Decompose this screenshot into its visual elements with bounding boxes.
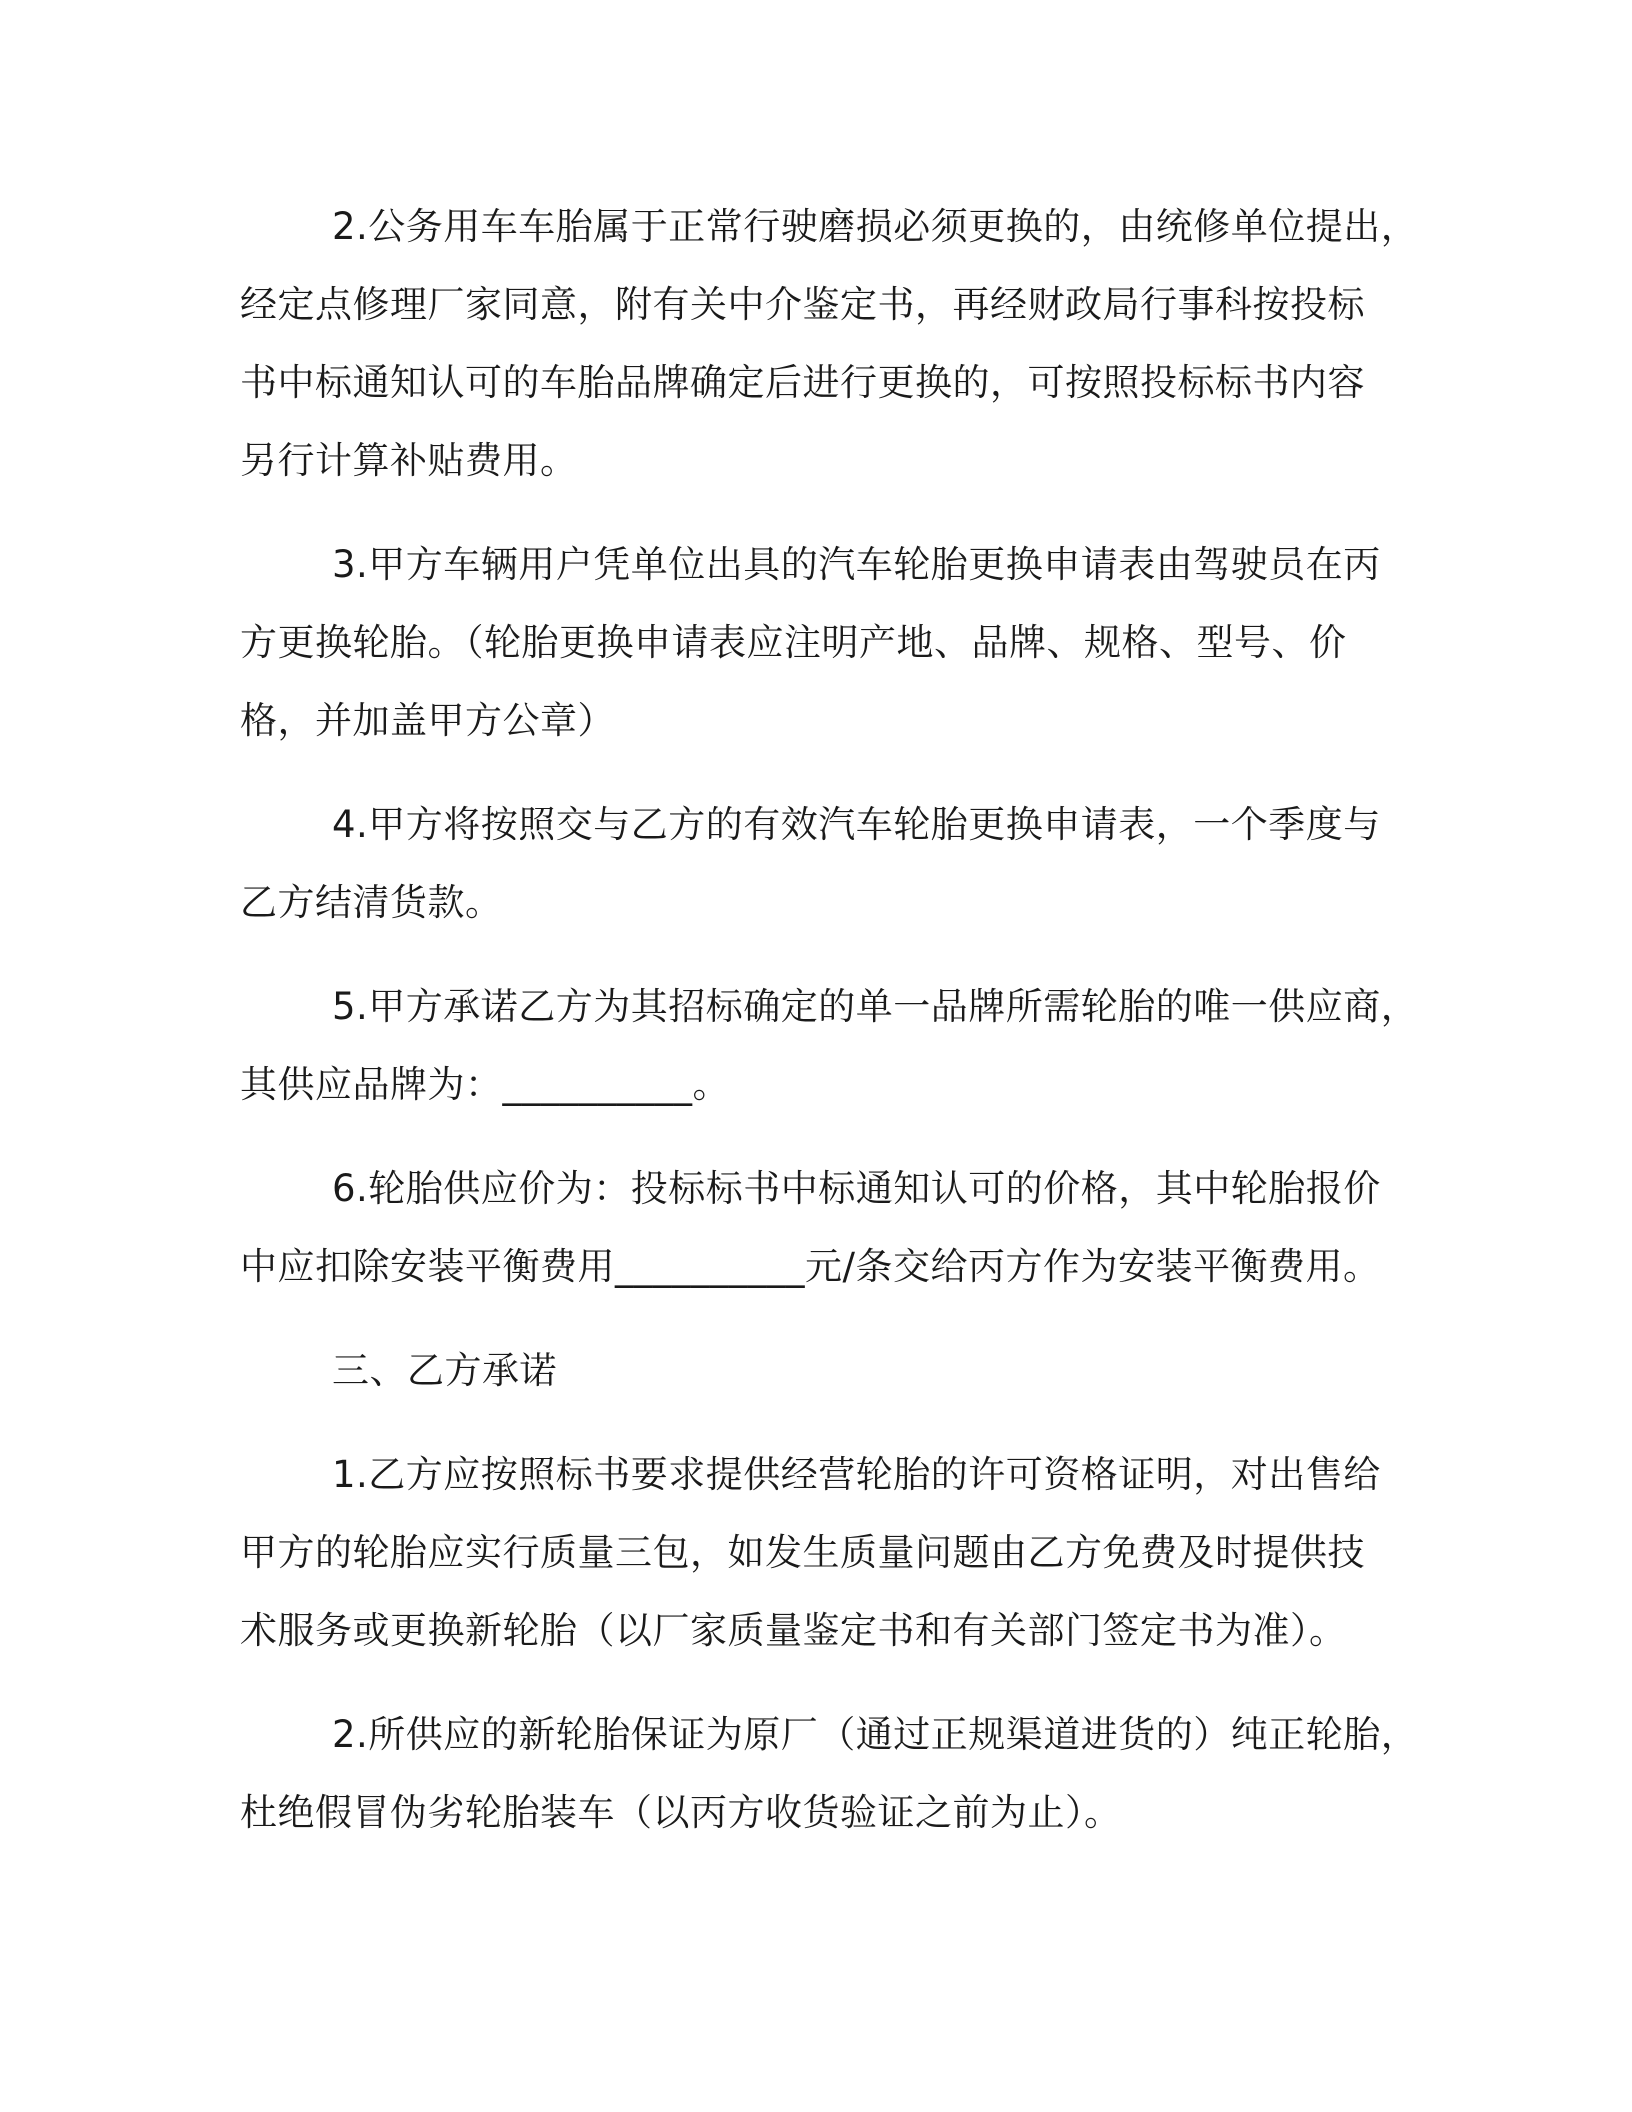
text-line: 另行计算补贴费用。 — [240, 439, 578, 482]
document-body — [240, 188, 1420, 1878]
text-line: 2.公务用车车胎属于正常行驶磨损必须更换的，由统修单位提出， — [332, 205, 1419, 248]
text-line: 甲方的轮胎应实行质量三包，如发生质量问题由乙方免费及时提供技 — [240, 1531, 1365, 1574]
text-line: 杜绝假冒伪劣轮胎装车（以丙方收货验证之前为止）。 — [240, 1791, 1122, 1834]
text-line: 乙方结清货款。 — [240, 881, 503, 924]
text-line: 2.所供应的新轮胎保证为原厂（通过正规渠道进货的）纯正轮胎， — [332, 1713, 1419, 1756]
text-line: 1.乙方应按照标书要求提供经营轮胎的许可资格证明，对出售给 — [332, 1453, 1381, 1496]
paragraph-application-form — [240, 526, 1420, 760]
text-line: 3.甲方车辆用户凭单位出具的汽车轮胎更换申请表由驾驶员在丙 — [332, 543, 1381, 586]
text-line: 其供应品牌为：__________。 — [240, 1063, 730, 1106]
text-line: 经定点修理厂家同意，附有关中介鉴定书，再经财政局行事科按投标 — [240, 283, 1365, 326]
section-heading — [240, 1332, 1420, 1410]
text-line: 5.甲方承诺乙方为其招标确定的单一品牌所需轮胎的唯一供应商， — [332, 985, 1419, 1028]
paragraph-tire-replacement — [240, 188, 1420, 500]
text-line: 书中标通知认可的车胎品牌确定后进行更换的，可按照投标标书内容 — [240, 361, 1365, 404]
paragraph-price — [240, 1150, 1420, 1306]
text-line: 术服务或更换新轮胎（以厂家质量鉴定书和有关部门签定书为准）。 — [240, 1609, 1347, 1652]
text-line: 6.轮胎供应价为：投标标书中标通知认可的价格，其中轮胎报价 — [332, 1167, 1381, 1210]
text-line: 方更换轮胎。（轮胎更换申请表应注明产地、品牌、规格、型号、价 — [240, 621, 1347, 664]
paragraph-genuine-tires — [240, 1696, 1420, 1852]
paragraph-supplier — [240, 968, 1420, 1124]
paragraph-settlement — [240, 786, 1420, 942]
section-heading-text: 三、乙方承诺 — [332, 1349, 557, 1392]
text-line: 中应扣除安装平衡费用__________元/条交给丙方作为安装平衡费用。 — [240, 1245, 1381, 1288]
paragraph-quality-guarantee — [240, 1436, 1420, 1670]
text-line: 4.甲方将按照交与乙方的有效汽车轮胎更换申请表，一个季度与 — [332, 803, 1381, 846]
text-line: 格，并加盖甲方公章） — [240, 699, 615, 742]
